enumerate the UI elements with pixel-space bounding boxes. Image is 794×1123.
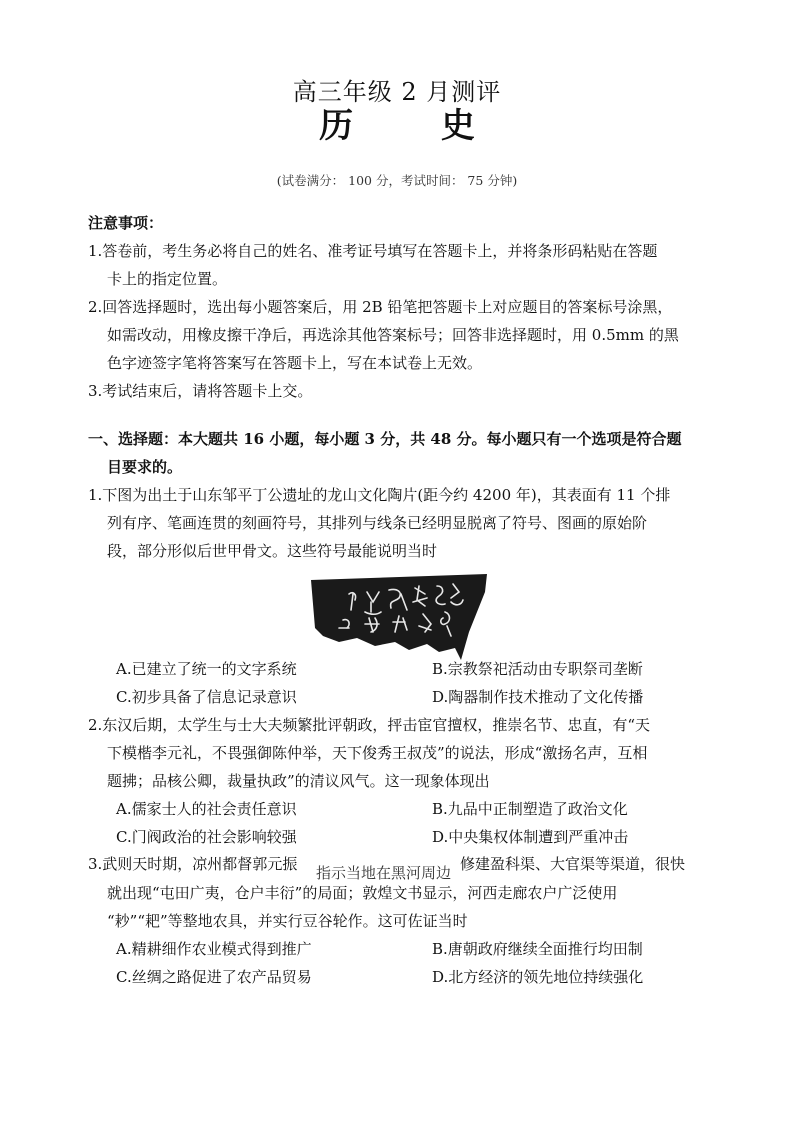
exam-info: (试卷满分： 100 分，考试时间： 75 分钟) xyxy=(276,173,518,188)
q3-overlay-text: 指示当地在黑河周边 xyxy=(316,864,452,882)
q3-stem-line-3: “耖”“耙”等整地农具，并实行豆谷轮作。这可佐证当时 xyxy=(107,912,468,930)
notes-item-3: 3.考试结束后，请将答题卡上交。 xyxy=(88,382,313,400)
pottery-shard-image xyxy=(309,572,489,664)
q1-option-a: A.已建立了统一的文字系统 xyxy=(116,660,297,678)
q1-stem-line-1: 1.下图为出土于山东邹平丁公遗址的龙山文化陶片(距今约 4200 年)，其表面有 11 个排 xyxy=(88,486,671,504)
q1-option-b: B.宗教祭祀活动由专职祭司垄断 xyxy=(432,660,643,678)
q3-option-a: A.精耕细作农业模式得到推广 xyxy=(116,940,312,958)
q3-option-d: D.北方经济的领先地位持续强化 xyxy=(432,968,644,986)
q1-option-c: C.初步具备了信息记录意识 xyxy=(116,688,297,706)
q2-option-b: B.九品中正制塑造了政治文化 xyxy=(432,800,628,818)
q3-stem-line-1b: 修建盈科渠、大官渠等渠道，很快 xyxy=(460,855,686,873)
q2-option-d: D.中央集权体制遭到严重冲击 xyxy=(432,828,629,846)
subject-title: 历 史 xyxy=(319,106,513,146)
q2-option-c: C.门阀政治的社会影响较强 xyxy=(116,828,297,846)
q2-stem-line-3: 题拂；品核公卿，裁量执政”的清议风气。这一现象体现出 xyxy=(107,772,490,790)
q3-stem-line-1a: 3.武则天时期，凉州都督郭元振 xyxy=(88,855,298,873)
q3-stem-line-2: 就出现“屯田广夷，仓户丰衍”的局面；敦煌文书显示，河西走廊农户广泛使用 xyxy=(107,884,618,902)
q1-stem-line-3: 段，部分形似后世甲骨文。这些符号最能说明当时 xyxy=(107,542,438,560)
section-heading-cont: 目要求的。 xyxy=(107,458,183,476)
notes-item-1-cont: 卡上的指定位置。 xyxy=(107,270,228,288)
q3-option-c: C.丝绸之路促进了农产品贸易 xyxy=(116,968,312,986)
notes-item-1: 1.答卷前，考生务必将自己的姓名、准考证号填写在答题卡上，并将条形码粘贴在答题 xyxy=(88,242,658,260)
notes-item-2-cont: 如需改动，用橡皮擦干净后，再选涂其他答案标号；回答非选择题时，用 0.5mm 的黑 xyxy=(107,326,679,344)
notes-heading: 注意事项： xyxy=(88,214,164,232)
exam-title: 高三年级 2 月测评 xyxy=(292,78,502,106)
q2-stem-line-2: 下模楷李元礼，不畏强御陈仲举，天下俊秀王叔茂”的说法，形成“激扬名声，互相 xyxy=(107,744,648,762)
q2-stem-line-1: 2.东汉后期，太学生与士大夫频繁批评朝政，抨击宦官擅权，推崇名节、忠直，有“天 xyxy=(88,716,650,734)
section-heading: 一、选择题：本大题共 16 小题，每小题 3 分，共 48 分。每小题只有一个选项是符合题 xyxy=(88,430,682,448)
q2-option-a: A.儒家士人的社会责任意识 xyxy=(116,800,297,818)
notes-item-2: 2.回答选择题时，选出每小题答案后，用 2B 铅笔把答题卡上对应题目的答案标号涂黑， xyxy=(88,298,673,316)
notes-item-2-cont2: 色字迹签字笔将答案写在答题卡上，写在本试卷上无效。 xyxy=(107,354,483,372)
q3-option-b: B.唐朝政府继续全面推行均田制 xyxy=(432,940,643,958)
q1-option-d: D.陶器制作技术推动了文化传播 xyxy=(432,688,644,706)
q1-stem-line-2: 列有序、笔画连贯的刻画符号，其排列与线条已经明显脱离了符号、图画的原始阶 xyxy=(107,514,648,532)
